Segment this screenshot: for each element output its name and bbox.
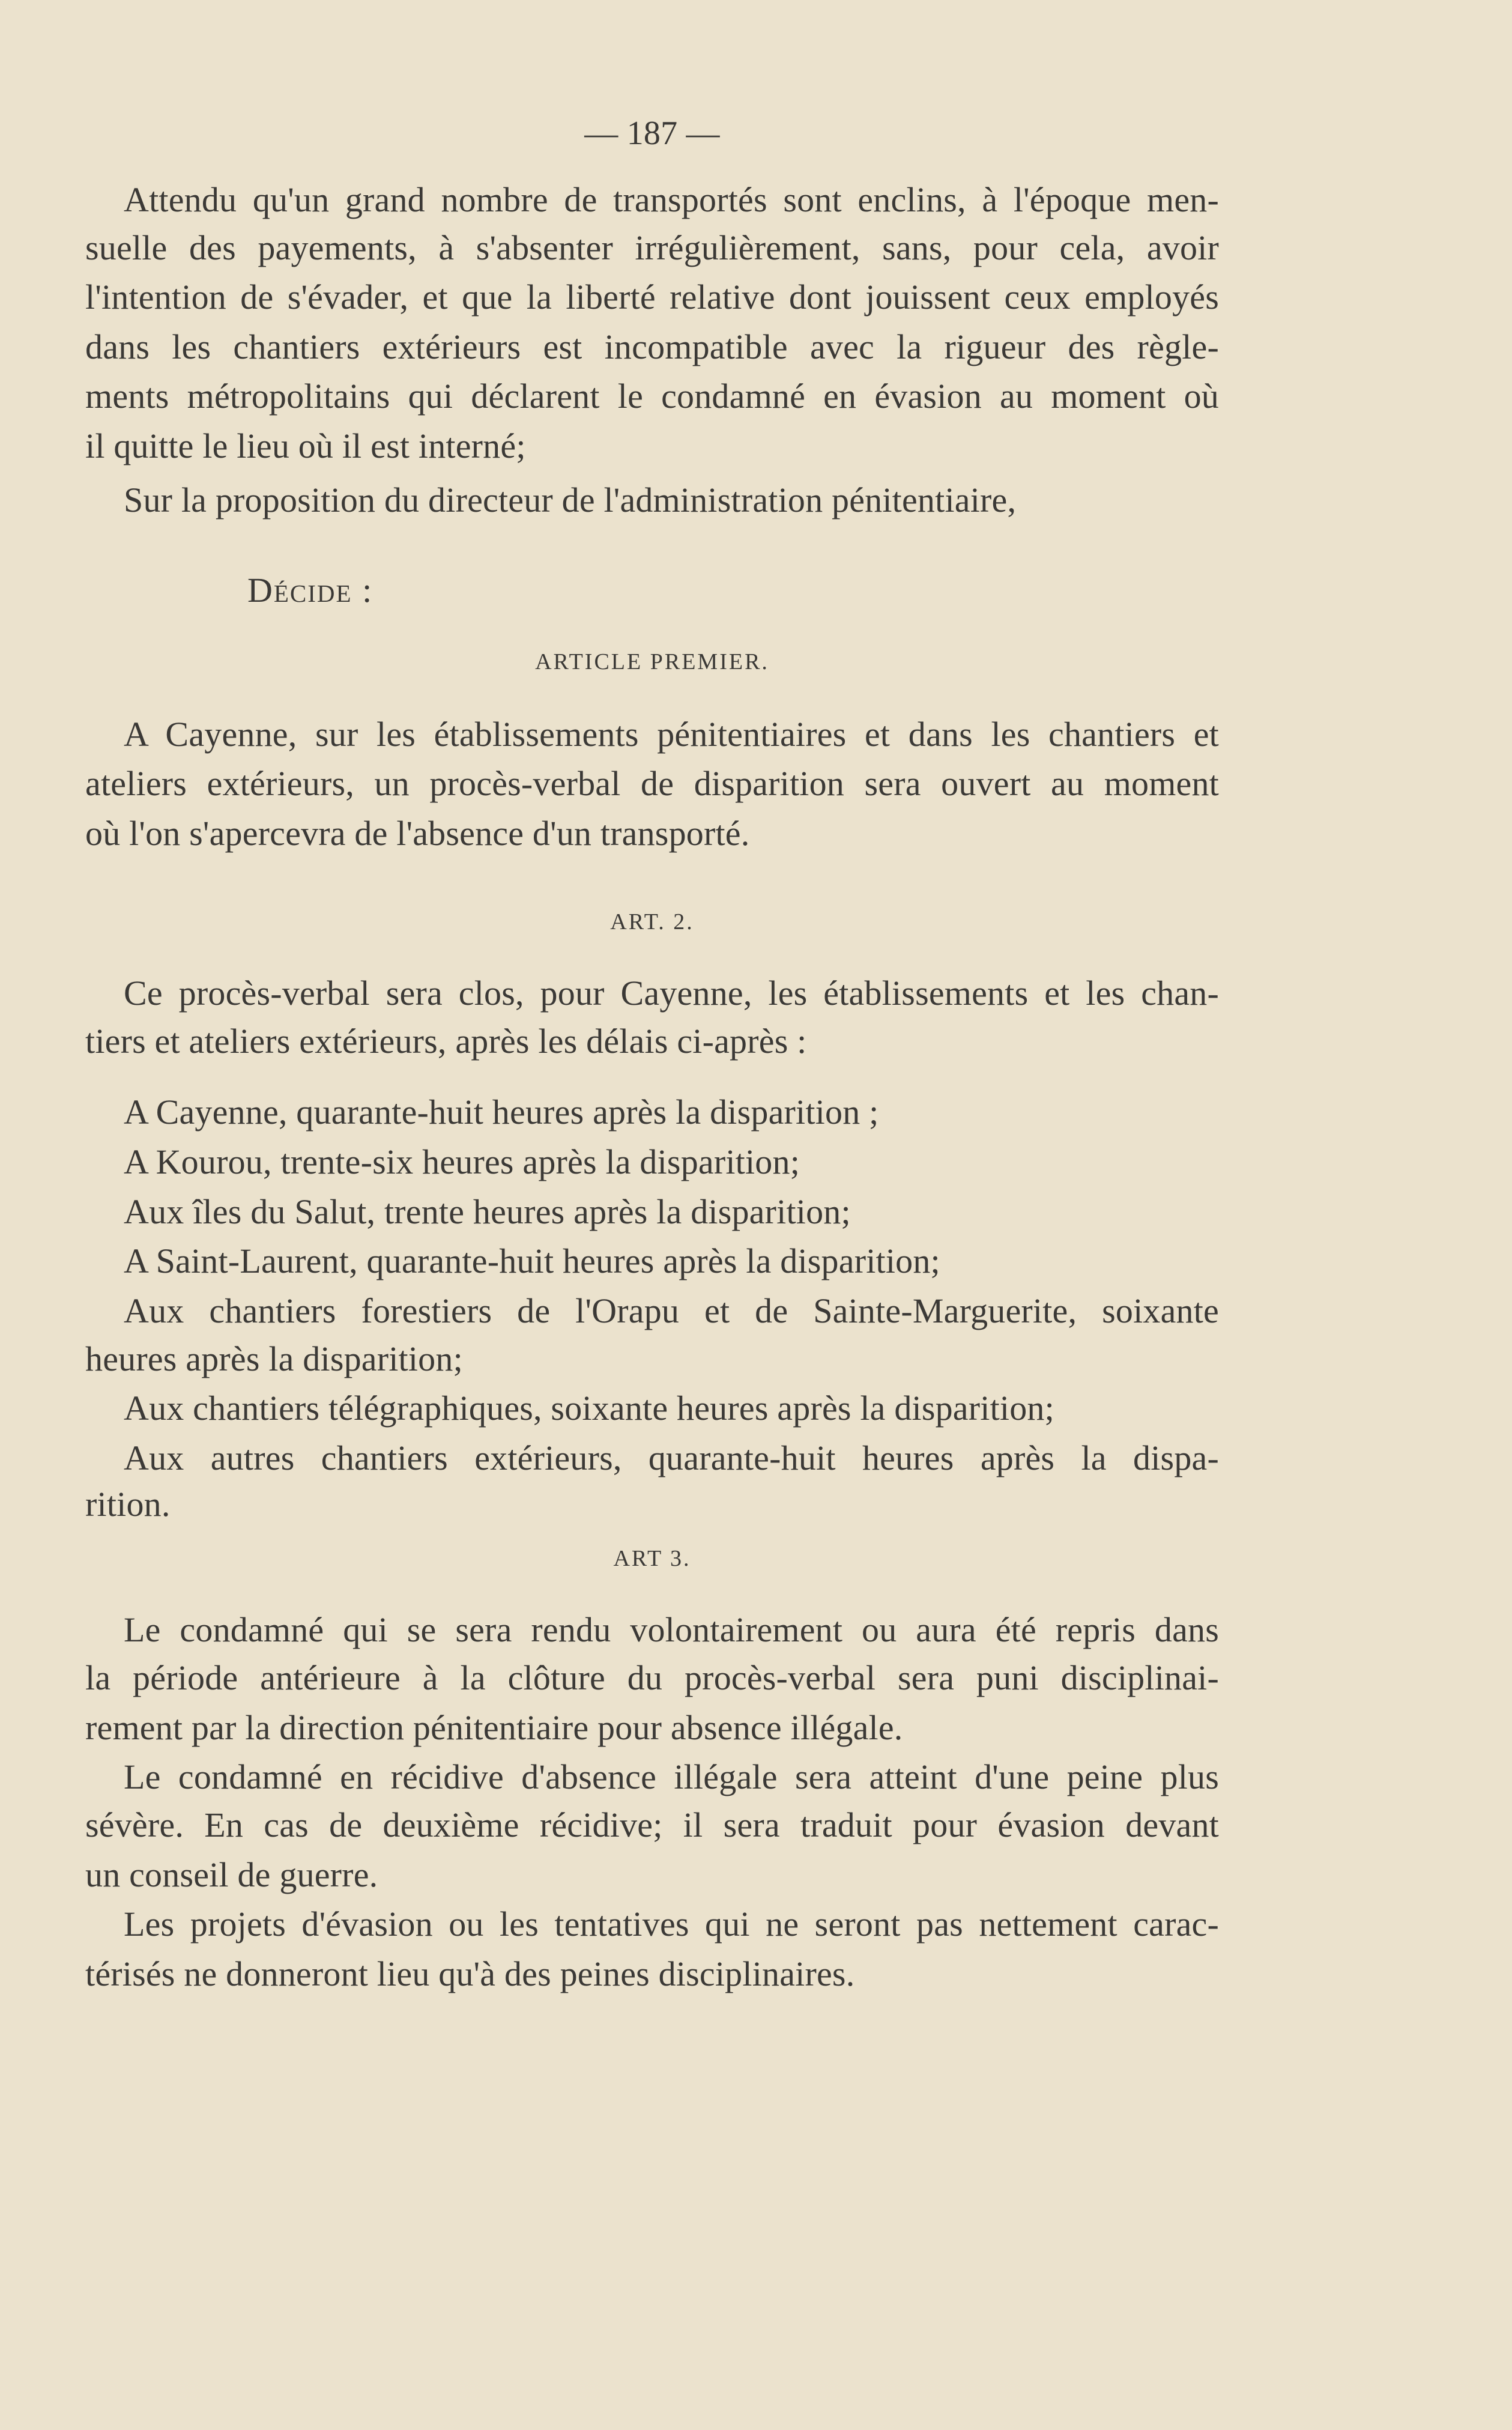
text-line: Aux chantiers forestiers de l'Orapu et de Sainte-Marguerite, soixante [124,1291,1219,1330]
text-line: Aux îles du Salut, trente heures après la disparition; [124,1192,851,1231]
text-line: sévère. En cas de deuxième récidive; il sera traduit pour évasion devant [85,1805,1219,1845]
text-line: A Saint-Laurent, quarante-huit heures après la disparition; [124,1241,940,1281]
article-heading: ART. 2. [610,909,694,935]
text-line: suelle des payements, à s'absenter irrégulièrement, sans, pour cela, avoir [85,228,1219,267]
page-number: — 187 — [584,114,720,152]
text-line: l'intention de s'évader, et que la liberté relative dont jouissent ceux employés [85,277,1219,317]
text-line: Ce procès-verbal sera clos, pour Cayenne, les établissements et les chan- [124,973,1219,1013]
text-line: heures après la disparition; [85,1339,463,1378]
text-line: A Cayenne, quarante-huit heures après la disparition ; [124,1092,879,1132]
text-line: Attendu qu'un grand nombre de transportés sont enclins, à l'époque men- [124,180,1219,219]
text-line: ateliers extérieurs, un procès-verbal de disparition sera ouvert au moment [85,764,1219,804]
decision-heading: Décide : [247,570,373,610]
text-line: térisés ne donneront lieu qu'à des peines disciplinaires. [85,1954,855,1993]
text-line: rition. [85,1485,171,1524]
text-line: Les projets d'évasion ou les tentatives qui ne seront pas nettement carac- [124,1904,1219,1944]
text-line: Sur la proposition du directeur de l'administration pénitentiaire, [124,480,1017,520]
text-line: Aux autres chantiers extérieurs, quarante-huit heures après la dispa- [124,1438,1219,1477]
text-line: où l'on s'apercevra de l'absence d'un transporté. [85,814,750,853]
text-line: Le condamné en récidive d'absence illégale sera atteint d'une peine plus [124,1757,1219,1797]
article-heading: ART 3. [613,1546,691,1572]
text-line: tiers et ateliers extérieurs, après les délais ci-après : [85,1021,807,1061]
text-line: A Cayenne, sur les établissements pénitentiaires et dans les chantiers et [124,714,1219,754]
text-line: rement par la direction pénitentiaire pour absence illégale. [85,1707,903,1747]
text-line: Le condamné qui se sera rendu volontairement ou aura été repris dans [124,1610,1219,1650]
article-heading: ARTICLE PREMIER. [535,649,769,674]
text-line: dans les chantiers extérieurs est incompatible avec la rigueur des règle- [85,327,1219,366]
text-line: un conseil de guerre. [85,1855,378,1894]
text-line: il quitte le lieu où il est interné; [85,426,526,466]
text-line: la période antérieure à la clôture du procès-verbal sera puni disciplinai- [85,1658,1219,1698]
text-line: Aux chantiers télégraphiques, soixante heures après la disparition; [124,1389,1054,1428]
text-line: ments métropolitains qui déclarent le condamné en évasion au moment où [85,377,1219,416]
text-line: A Kourou, trente-six heures après la disparition; [124,1142,800,1181]
